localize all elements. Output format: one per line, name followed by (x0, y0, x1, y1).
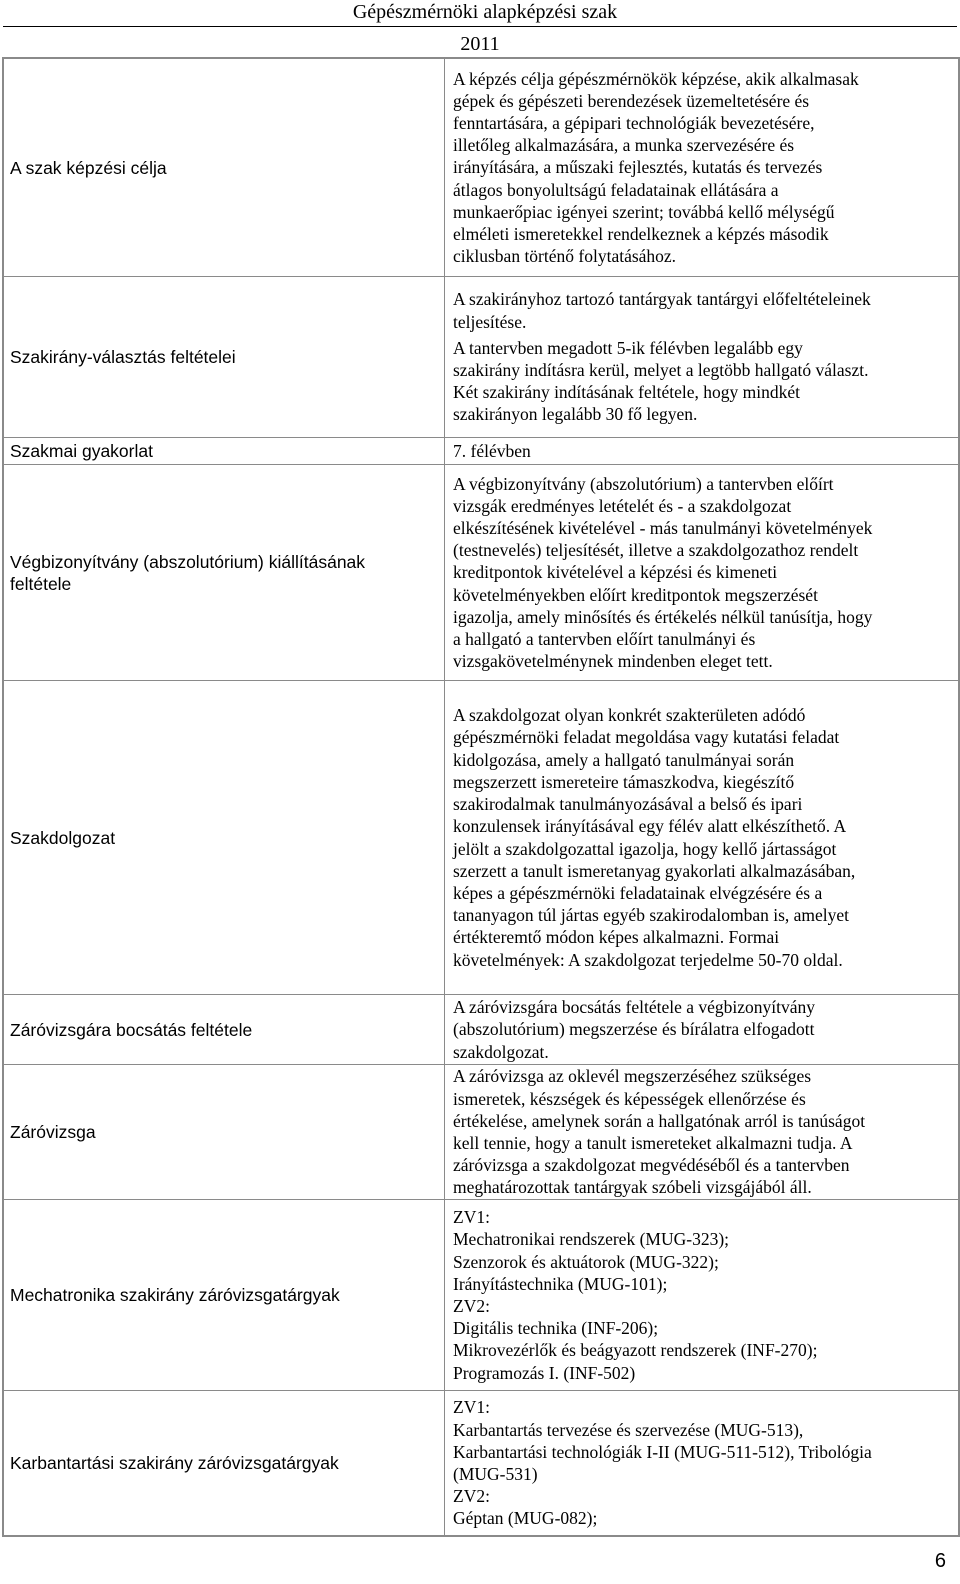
row-value-cell (445, 681, 959, 995)
value-line: A végbizonyítvány (abszolutórium) a tantervben előírt (453, 473, 834, 494)
value-line: illetőleg alkalmazására, a munka szervezésére és (453, 135, 795, 156)
value-line: Mechatronikai rendszerek (MUG-323); (453, 1229, 730, 1250)
row-value-cell (445, 1391, 959, 1536)
row-label-line: Záróvizsgára bocsátás feltétele (10, 1019, 253, 1040)
table-row-zarovizsga (4, 1065, 959, 1200)
value-line: ZV2: (453, 1486, 490, 1507)
page-number: 6 (934, 1550, 946, 1572)
table-row-mechatronika-zv-targyak (4, 1200, 959, 1391)
row-label-cell (4, 1391, 445, 1536)
row-label-cell (4, 465, 445, 681)
table-row-szakdolgozat (4, 681, 959, 995)
value-line: 7. félévben (453, 440, 531, 461)
value-line: követelmények: A szakdolgozat terjedelme 50-70 oldal. (453, 949, 843, 970)
value-line: Szenzorok és aktuátorok (MUG-322); (453, 1251, 719, 1272)
value-line: A szakdolgozat olyan konkrét szakterületen adódó (453, 705, 806, 726)
row-value-cell (445, 1065, 959, 1200)
row-value-cell (445, 465, 959, 681)
value-line: Két szakirány indításának feltétele, hogy mindkét (453, 382, 800, 403)
row-label-cell (4, 1065, 445, 1200)
row-value-cell (445, 995, 959, 1065)
value-line: záróvizsga a szakdolgozat megvédéséből és a tantervben (453, 1155, 850, 1176)
value-line: értékelése, amelynek során a hallgatónak arról is tanúságot (453, 1110, 866, 1131)
row-label-line: Szakdolgozat (10, 827, 116, 848)
value-line: elkészítésének kivételével - más tanulmányi követelmények (453, 517, 873, 538)
row-label-line: Karbantartási szakirány záróvizsgatárgyak (10, 1453, 339, 1473)
value-paragraph (453, 473, 954, 673)
value-line: jelölt a szakdolgozattal igazolja, hogy kellő jártasságot (453, 838, 837, 859)
value-line: A képzés célja gépészmérnökök képzése, akik alkalmasak (453, 68, 859, 89)
row-label-cell (4, 681, 445, 995)
value-line: Mikrovezérlők és beágyazott rendszerek (INF-270); (453, 1340, 818, 1361)
value-line: fenntartására, a gépipari technológiák bevezetésére, (453, 112, 815, 133)
value-line: elméleti ismeretekkel rendelkeznek a képzés második (453, 224, 829, 244)
row-label-line: Szakmai gyakorlat (10, 441, 153, 461)
value-line: gépészmérnöki feladat megoldása vagy kutatási feladat (453, 727, 840, 748)
value-line: konzulensek irányításával egy félév alatt elkészíthető. A (453, 816, 847, 837)
value-line: gépek és gépészeti berendezések üzemeltetésére és (453, 90, 810, 111)
value-paragraph (453, 440, 954, 462)
value-line: Digitális technika (INF-206); (453, 1318, 659, 1339)
value-line: képes a gépészmérnöki feladatainak elvégzésére és a (453, 882, 823, 903)
value-line: (testnevelés) teljesítését, illetve a szakdolgozathoz rendelt (453, 540, 859, 561)
row-label-line: Szakirány-választás feltételei (10, 347, 236, 367)
value-line: kell tennie, hogy a tanult ismereteket alkalmazni tudja. A (453, 1133, 853, 1153)
value-line: A záróvizsga az oklevél megszerzéséhez szükséges (453, 1066, 812, 1087)
value-line: ismeretek, készségek és képességek ellenőrzése és (453, 1088, 806, 1109)
value-paragraph (453, 68, 954, 268)
row-label-line: A szak képzési célja (10, 157, 167, 178)
row-value-cell (445, 1200, 959, 1391)
value-line: A záróvizsgára bocsátás feltétele a végbizonyítvány (453, 997, 815, 1018)
value-paragraph (453, 996, 954, 1063)
row-label-line: feltétele (10, 573, 72, 594)
value-line: Programozás I. (INF-502) (453, 1362, 636, 1383)
header-rule (3, 26, 957, 27)
row-label-cell (4, 438, 445, 465)
value-line: (abszolutórium) megszerzése és bírálatra elfogadott (453, 1019, 815, 1040)
value-line: szakirodalmak tanulmányozásával a belső és ipari (453, 794, 803, 815)
value-line: átlagos bonyolultságú feladatainak ellátására a (453, 179, 779, 200)
value-line: szakirányon legalább 30 fő legyen. (453, 404, 698, 425)
table-row-zarovizsgara-bocsatas (4, 995, 959, 1065)
value-line: megszerzett ismereteire támaszkodva, kiegészítő (453, 771, 795, 792)
document-year: 2011 (460, 33, 500, 55)
value-line: kreditpontok kivételével a képzési és kimeneti (453, 562, 778, 583)
value-line: Géptan (MUG-082); (453, 1508, 598, 1529)
row-label-cell (4, 59, 445, 277)
table-row-vegbizonyitvany (4, 465, 959, 681)
value-line: Irányítástechnika (MUG-101); (453, 1273, 668, 1294)
value-line: kidolgozása, amely a hallgató tanulmányai során (453, 749, 795, 770)
value-line: vizsgakövetelménynek mindenben eleget tett. (453, 651, 773, 672)
value-paragraph (453, 288, 954, 332)
value-line: értékteremtő módon képes alkalmazni. Formai (453, 927, 780, 948)
value-line: ZV1: (453, 1207, 490, 1228)
value-line: munkaerőpiac igényei szerint; továbbá kellő mélységű (453, 201, 835, 222)
value-line: irányítására, a műszaki fejlesztés, kutatás és tervezés (453, 157, 823, 178)
value-paragraph (453, 1206, 954, 1384)
value-line: A szakirányhoz tartozó tantárgyak tantárgyi előfeltételeinek (453, 289, 871, 310)
row-label-cell (4, 1200, 445, 1391)
value-line: teljesítése. (453, 311, 527, 332)
value-paragraph (453, 704, 954, 970)
value-line: szakirány indításra kerül, melyet a legtöbb hallgató választ. (453, 360, 869, 380)
row-value-cell (445, 277, 959, 438)
row-label-line: Mechatronika szakirány záróvizsgatárgyak (10, 1285, 340, 1305)
value-line: követelményekben előírt kreditpontok megszerzését (453, 584, 818, 605)
row-label-cell (4, 995, 445, 1065)
row-label-cell (4, 277, 445, 438)
table-row-szakmai-gyakorlat (4, 438, 959, 465)
table-row-karbantartasi-zv-targyak (4, 1391, 959, 1536)
value-line: szerzett a tanult ismeretanyag gyakorlati alkalmazásában, (453, 860, 856, 881)
value-line: ciklusban történő folytatásához. (453, 246, 677, 267)
value-paragraph (453, 337, 954, 426)
value-line: Karbantartási technológiák I-II (MUG-511-512), Tribológia (453, 1441, 872, 1462)
value-line: Karbantartás tervezése és szervezése (MUG-513), (453, 1419, 804, 1440)
row-label-line: Záróvizsga (10, 1122, 96, 1142)
value-line: igazolja, amely minősítés és értékelés nélkül tanúsítja, hogy (453, 606, 873, 627)
value-line: ZV1: (453, 1397, 490, 1418)
table-row-szakirany-valasztas (4, 277, 959, 438)
row-label-line: Végbizonyítvány (abszolutórium) kiállításának (10, 551, 366, 572)
value-paragraph (453, 1065, 954, 1198)
value-line: ZV2: (453, 1296, 490, 1316)
table-row-szak-kepzesi-celja (4, 59, 959, 277)
requirements-table (2, 57, 960, 1537)
value-paragraph (453, 1396, 954, 1529)
value-line: tananyagon túl jártas egyéb szakirodalomban is, amelyet (453, 905, 850, 926)
row-value-cell (445, 438, 959, 465)
value-line: a hallgató a tantervben előírt tanulmányi és (453, 629, 756, 649)
value-line: (MUG-531) (453, 1464, 538, 1484)
row-value-cell (445, 59, 959, 277)
value-line: szakdolgozat. (453, 1041, 549, 1062)
value-line: meghatározottak tantárgyak szóbeli vizsgájából áll. (453, 1177, 812, 1198)
document-header-title: Gépészmérnöki alapképzési szak (352, 1, 618, 23)
value-line: vizsgák eredményes letételét és - a szakdolgozat (453, 495, 792, 516)
value-line: A tantervben megadott 5-ik félévben legalább egy (453, 337, 803, 358)
